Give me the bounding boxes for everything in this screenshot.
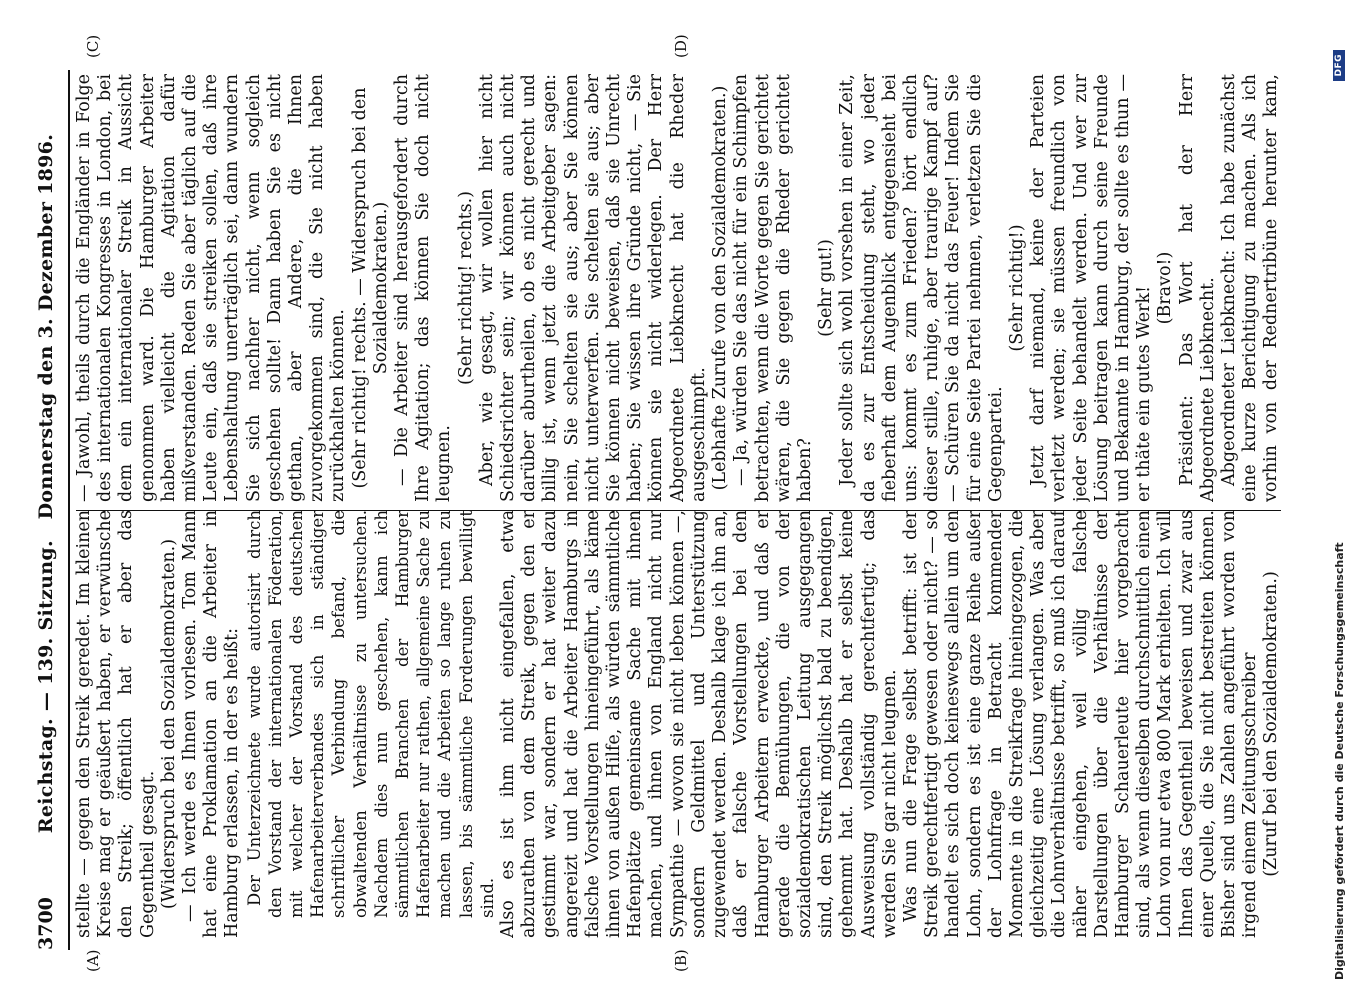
page-number: 3700 bbox=[35, 897, 57, 950]
interjection: (Sehr richtig! rechts. — Widerspruch bei den Sozialdemokraten.) bbox=[349, 87, 391, 489]
interjection: (Sehr richtig!) bbox=[1006, 224, 1027, 352]
header-date: Donnerstag den 3. Dezember 1896. bbox=[35, 133, 57, 520]
digitization-credit: Digitalisierung gefördert durch die Deutsche Forschungsgemeinschaft bbox=[1332, 542, 1346, 980]
running-header bbox=[35, 70, 65, 950]
paragraph: — Ich werde es Ihnen vorlesen. Tom Mann hat eine Proklamation an die Arbeiter in Hamburg erlassen, in der es heißt: bbox=[180, 510, 243, 938]
block-quote: Der Unterzeichnete wurde autorisirt durch den Vorstand der internationalen Föderation, mit welcher der Vorstand des deutschen Hafenarbeiterverbandes sich in ständiger schriftlicher Verbindung befand, die obwaltenden Verhältnisse zu untersuchen. Nachdem dies nun geschehen, kann ich sämmtlichen Branchen der Hamburger Hafenarbeiter nur rathen, allgemeine Sache zu machen und die Arbeiten so lange ruhen zu lassen, bis sämmtliche Forderungen bewilligt sind. bbox=[244, 510, 497, 918]
interjection: (Widerspruch bei den Sozialdemokraten.) bbox=[158, 538, 179, 910]
column-divider bbox=[76, 510, 1281, 511]
interjection: (Sehr gut!) bbox=[816, 239, 837, 337]
paragraph: stellte — gegen den Streik geredet. Im kleinen Kreise mag er geäußert haben, er verwünsche den Streik; öffentlich hat er aber das Gegentheil gesagt. bbox=[74, 510, 158, 938]
paragraph: — Jawohl, theils durch die Engländer in Folge des internationalen Kongresses in London, bei dem ein internationaler Streik in Aussicht genommen ward. Die Hamburger Arbeiter haben vielleicht die Agitation dafür mißverstanden. Reden Sie aber täglich auf die Leute ein, daß sie streiken sollen, daß ihre Lebenshaltung unerträglich sei, dann wundern Sie sich nachher nicht, wenn sogleich geschehen sollte! Dann haben Sie es nicht gethan, aber Andere, die Ihnen zuvorgekommen sind, die Sie nicht haben zurückhalten können. bbox=[74, 74, 349, 502]
header-left-title: Reichstag. — 139. Sitzung. bbox=[35, 540, 57, 834]
interjection: (Lebhafte Zurufe von den Sozialdemokraten.) bbox=[710, 85, 731, 491]
margin-mark-a: (A) bbox=[84, 949, 102, 972]
header-rule bbox=[68, 70, 70, 950]
margin-mark-d: (D) bbox=[672, 34, 690, 58]
paragraph: Jetzt darf niemand, keine der Parteien verletzt werden; sie müssen freundlich von jeder Seite behandelt werden. Und wer zur Lösung beitragen kann durch seine Freunde und Bekannte in Hamburg, der sollte es thun — er thäte ein gutes Werk! bbox=[1028, 74, 1155, 502]
left-column bbox=[74, 510, 1284, 938]
paragraph bbox=[1283, 510, 1284, 938]
paragraph: Also es ist ihm nicht eingefallen, etwa abzurathen von dem Streik, gegen den er gestimmt war, sondern er hat weiter dazu angereizt und hat die Arbeiter Hamburgs in falsche Vorstellungen hineingeführt, als käme ihnen von außen Hilfe, als würden sämmtliche Hafenplätze gemeinsame Sache mit ihnen machen, und ihnen von England nicht nur Sympathie — wovon sie nicht leben können —, sondern Geldmittel und Unterstützung zugewendet werden. Deshalb klage ich ihn an, daß er falsche Vorstellungen bei den Hamburger Arbeitern erweckte, und daß er gerade die Bemühungen, die von der sozialdemokratischen Leitung ausgegangen sind, den Streik möglichst bald zu beendigen, gehemmt hat. Deshalb hat er selbst keine Ausweisung vollständig gerechtfertigt; das werden Sie gar nicht leugnen. bbox=[498, 510, 900, 938]
margin-mark-b: (B) bbox=[672, 949, 690, 972]
interjection: (Sehr richtig! rechts.) bbox=[455, 190, 476, 386]
interjection: (Zuruf bei den Sozialdemokraten.) bbox=[1261, 571, 1282, 877]
speaker-paragraph: Präsident: Das Wort hat der Herr Abgeordnete Liebknecht. bbox=[1176, 74, 1218, 502]
digitization-note bbox=[1330, 50, 1348, 980]
header-title bbox=[35, 70, 57, 897]
paragraph: Jeder sollte sich wohl vorsehen in einer Zeit, da es zur Entscheidung steht, wo jeder fieberhaft dem Augenblick entgegensieht bei uns: kommt es zum Frieden? hört endlich dieser stille, ruhige, aber traurige Kampf auf? — Schüren Sie da nicht das Feuer! Indem Sie für eine Seite Partei nehmen, verletzen Sie die Gegenpartei. bbox=[837, 74, 1006, 502]
speaker-paragraph: Abgeordneter Liebknecht: Ich habe zunächst eine kurze Berichtigung zu machen. Als ich vorhin von der Rednertribüne herunter kam, bbox=[1218, 74, 1282, 502]
dfg-logo: DFG bbox=[1333, 50, 1345, 81]
interjection: (Bravo!) bbox=[1155, 251, 1176, 325]
right-column bbox=[74, 74, 1284, 502]
paragraph: — Ja, würden Sie das nicht für ein Schimpfen betrachten, wenn die Worte gegen Sie gerichtet wären, die Sie gegen die Rheder gerichtet haben? bbox=[731, 74, 815, 502]
paragraph: Aber, wie gesagt, wir wollen hier nicht Schiedsrichter sein; wir können auch nicht darüber aburtheilen, ob es nicht gerecht und billig ist, wenn jetzt die Arbeitgeber sagen: nein, Sie schelten sie aus; aber Sie können nicht unterwerfen. Sie schelten sie aus; aber Sie können nicht beweisen, daß sie Unrecht haben; Sie wissen ihre Gründe nicht, — Sie können sie nicht widerlegen. Der Herr Abgeordnete Liebknecht hat die Rheder ausgeschimpft. bbox=[476, 74, 709, 502]
margin-mark-c: (C) bbox=[84, 34, 102, 58]
paragraph: Was nun die Frage selbst betrifft: ist der Streik gerechtfertigt gewesen oder nicht? — so handelt es sich doch keineswegs allein um den Lohn, sondern es ist eine ganze Reihe außer der Lohnfrage in Betracht kommender Momente in die Streikfrage hineingezogen, die gleichzeitig eine Lösung verlangen. Was aber die Lohnverhältnisse betrifft, so muß ich darauf näher eingehen, weil völlig falsche Darstellungen über die Verhältnisse der Hamburger Schauerleute hier vorgebracht sind, als wenn dieselben durchschnittlich einen Lohn von nur etwa 800 Mark erhielten. Ich will Ihnen das Gegentheil beweisen und zwar aus einer Quelle, die Sie nicht bestreiten können. Bisher sind uns Zahlen angeführt worden von irgend einem Zeitungsschreiber bbox=[900, 510, 1261, 938]
paragraph: — Die Arbeiter sind herausgefordert durch Ihre Agitation; das können Sie doch nicht leugnen. bbox=[392, 74, 455, 502]
